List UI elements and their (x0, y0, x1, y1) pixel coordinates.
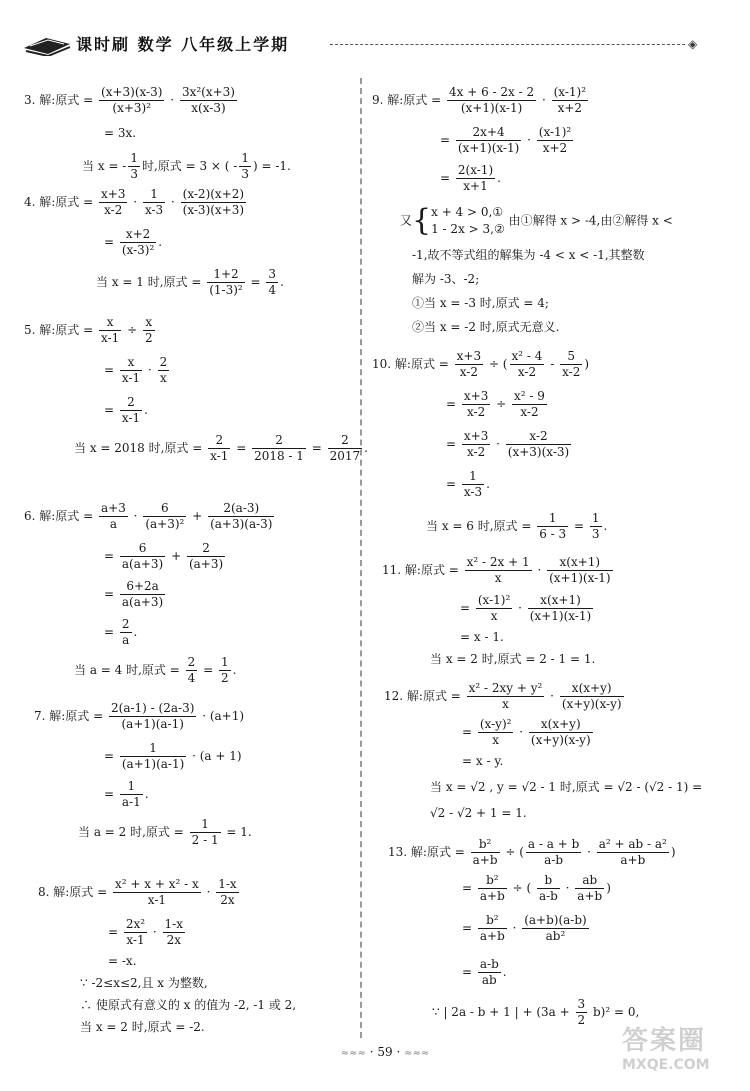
problem-9-line-6: 解为 -3、-2; (412, 272, 480, 286)
watermark-line-1: 答案圈 (622, 1026, 707, 1056)
problem-8-line-4: ∵ -2≤x≤2,且 x 为整数, (80, 976, 208, 990)
problem-3-label: 3. 解:原式 = (24, 93, 94, 107)
problem-13-line-2: = $\frac{\text{b²}}{a+b}$ ÷ ( $\frac{b}{a-b}$ · $\frac{ab}{a+b}$ ) (462, 873, 611, 903)
problem-12-line-3: = x - y. (462, 754, 504, 768)
book-stack-icon (22, 34, 72, 56)
problem-8-line-1: 8. 解:原式 = $\frac{\text{x² + x + x² - x}}{x-1}$ · $\frac{1-x}{2x}$ (38, 877, 237, 907)
problem-12-line-1: 12. 解:原式 = $\frac{\text{x² - 2xy + y²}}{x}$ · $\frac{x(x+y)}{(x+y)(x-y)}$ (384, 681, 622, 711)
problem-13-line-3: = $\frac{\text{b²}}{a+b}$ · $\frac{(a+b)(a-b)}{\text{ab²}}$ (462, 913, 587, 943)
flourish-left-icon: ≈≈≈ (340, 1048, 366, 1059)
problem-9-line-3: = $\frac{2(x-1)}{x+1}$ . (440, 163, 501, 193)
problem-5-line-3: = $\frac{2}{x-1}$ . (104, 395, 148, 425)
problem-5-line-2: = $\frac{x}{x-1}$ · $\frac{2}{x}$ (104, 355, 168, 385)
page-header (0, 0, 750, 60)
problem-9-line-5: -1,故不等式组的解集为 -4 < x < -1,其整数 (412, 248, 645, 262)
problem-7-line-3: = $\frac{1}{a-1}$ . (104, 779, 149, 809)
problem-9-line-8: ②当 x = -2 时,原式无意义. (412, 320, 560, 334)
problem-8-line-6: 当 x = 2 时,原式 = -2. (80, 1020, 205, 1034)
problem-13-line-1: 13. 解:原式 = $\frac{\text{b²}}{a+b}$ ÷ ( $\frac{a - a + b}{a-b}$ · $\frac{\text{a² + ab - a²}}{a+b}$ ) (388, 837, 676, 867)
problem-11-line-2: = $\frac{\text{(x-1)²}}{x}$ · $\frac{x(x+1)}{(x+1)(x-1)}$ (460, 593, 592, 623)
problem-3-line-3: 当 x = - $\frac{1}{3}$ 时,原式 = 3 × ( - $\frac{1}{3}$ ) = -1. (82, 151, 291, 181)
problem-9-line-7: ①当 x = -3 时,原式 = 4; (412, 296, 549, 310)
problem-11-line-1: 11. 解:原式 = $\frac{\text{x² - 2x + 1}}{x}$ · $\frac{x(x+1)}{(x+1)(x-1)}$ (382, 555, 611, 585)
problem-9-line-1: 9. 解:原式 = $\frac{4x + 6 - 2x - 2}{(x+1)(x-1)}$ · $\frac{\text{(x-1)²}}{x+2}$ (372, 85, 587, 115)
problem-13-line-4: = $\frac{a-b}{ab}$ . (462, 957, 507, 987)
problem-12-line-5: √2 - √2 + 1 = 1. (430, 806, 527, 820)
problem-12-line-4: 当 x = √2 , y = √2 - 1 时,原式 = √2 - (√2 - 1) = (430, 780, 703, 794)
problem-12-line-2: = $\frac{\text{(x-y)²}}{x}$ · $\frac{x(x+y)}{(x+y)(x-y)}$ (462, 717, 591, 747)
problem-8-line-2: = $\frac{\text{2x²}}{x-1}$ · $\frac{1-x}{2x}$ (108, 917, 184, 947)
problem-9-line-2: = $\frac{2x+4}{(x+1)(x-1)}$ · $\frac{\text{(x-1)²}}{x+2}$ (440, 125, 572, 155)
problem-11-line-3: = x - 1. (460, 630, 504, 644)
problem-8-line-5: ∴ 使原式有意义的 x 的值为 -2, -1 或 2, (80, 998, 297, 1012)
problem-10-line-4: = $\frac{1}{x-3}$ . (446, 469, 490, 499)
problem-13-line-5: ∵ | 2a - b + 1 | + (3a + $\frac{3}{2}$ b)² = 0, (432, 997, 640, 1027)
problem-7-line-1: 7. 解:原式 = $\frac{2(a-1) - (2a-3)}{(a+1)(a-1)}$ · (a+1) (34, 701, 245, 731)
problem-10-line-5: 当 x = 6 时,原式 = $\frac{1}{6 - 3}$ = $\frac{1}{3}$ . (426, 511, 608, 541)
problem-10-line-3: = $\frac{x+3}{x-2}$ · $\frac{x-2}{(x+3)(x-3)}$ (446, 429, 570, 459)
problem-4-line-1: 4. 解:原式 = $\frac{x+3}{x-2}$ · $\frac{1}{x-3}$ · $\frac{(x-2)(x+2)}{(x-3)(x+3)}$ (24, 187, 245, 217)
header-title: 课时刷 数学 八年级上学期 (76, 35, 290, 54)
header-rule (330, 44, 685, 45)
problem-3-line-2: = 3x. (104, 126, 137, 140)
problem-5-line-4: 当 x = 2018 时,原式 = $\frac{2}{x-1}$ = $\frac{2}{2018 - 1}$ = $\frac{2}{2017}$ . (74, 433, 368, 463)
problem-3-line-1: 3. 解:原式 = $\frac{(x+3)(x-3)}{\text{(x+3)²}}$ · $\frac{\text{3x²(x+3)}}{x(x-3)}$ (24, 85, 235, 115)
flourish-right-icon: ≈≈≈ (404, 1048, 430, 1059)
problem-11-line-4: 当 x = 2 时,原式 = 2 - 1 = 1. (430, 652, 596, 666)
problem-4-line-2: = $\frac{x+2}{\text{(x-3)²}}$ . (104, 227, 163, 257)
problem-8-line-3: = -x. (108, 954, 137, 968)
problem-6-line-4: = $\frac{2}{a}$ . (104, 617, 138, 647)
diamond-ornament-icon: ◈ (688, 37, 698, 51)
fraction: $\frac{(x+3)(x-3)}{\text{(x+3)²}}$ (101, 85, 163, 115)
problem-6-line-3: = $\frac{6+2a}{a(a+3)}$ (104, 579, 164, 609)
page-number: ≈≈≈ · 59 · ≈≈≈ (340, 1045, 430, 1059)
watermark-line-2: MXQE.COM (622, 1057, 710, 1073)
problem-5-line-1: 5. 解:原式 = $\frac{x}{x-1}$ ÷ $\frac{x}{2}$ (24, 315, 153, 345)
fraction: $\frac{\text{3x²(x+3)}}{x(x-3)}$ (181, 85, 235, 115)
problem-9-inequality-system: 又{x + 4 > 0,① 1 - 2x > 3,② 由①解得 x > -4,由②解得 x < (400, 203, 673, 238)
column-divider (360, 78, 362, 1038)
problem-6-line-2: = $\frac{6}{a(a+3)}$ + $\frac{2}{(a+3)}$ (104, 541, 224, 571)
problem-4-line-3: 当 x = 1 时,原式 = $\frac{1+2}{\text{(1-3)²}}$ = $\frac{3}{4}$ . (96, 267, 284, 297)
problem-6-line-1: 6. 解:原式 = $\frac{a+3}{a}$ · $\frac{6}{\text{(a+3)²}}$ + $\frac{2(a-3)}{(a+3)(a-3)}$ (24, 501, 273, 531)
problem-7-line-2: = $\frac{1}{(a+1)(a-1)}$ · (a + 1) (104, 741, 242, 771)
problem-7-line-4: 当 a = 2 时,原式 = $\frac{1}{2 - 1}$ = 1. (78, 817, 252, 847)
problem-6-line-5: 当 a = 4 时,原式 = $\frac{2}{4}$ = $\frac{1}{2}$ . (74, 655, 237, 685)
problem-10-line-1: 10. 解:原式 = $\frac{x+3}{x-2}$ ÷ ( $\frac{\text{x² - 4}}{x-2}$ - $\frac{5}{x-2}$ ) (372, 349, 590, 379)
problem-10-line-2: = $\frac{x+3}{x-2}$ ÷ $\frac{\text{x² - 9}}{x-2}$ (446, 389, 545, 419)
watermark-logo (622, 1020, 742, 1080)
